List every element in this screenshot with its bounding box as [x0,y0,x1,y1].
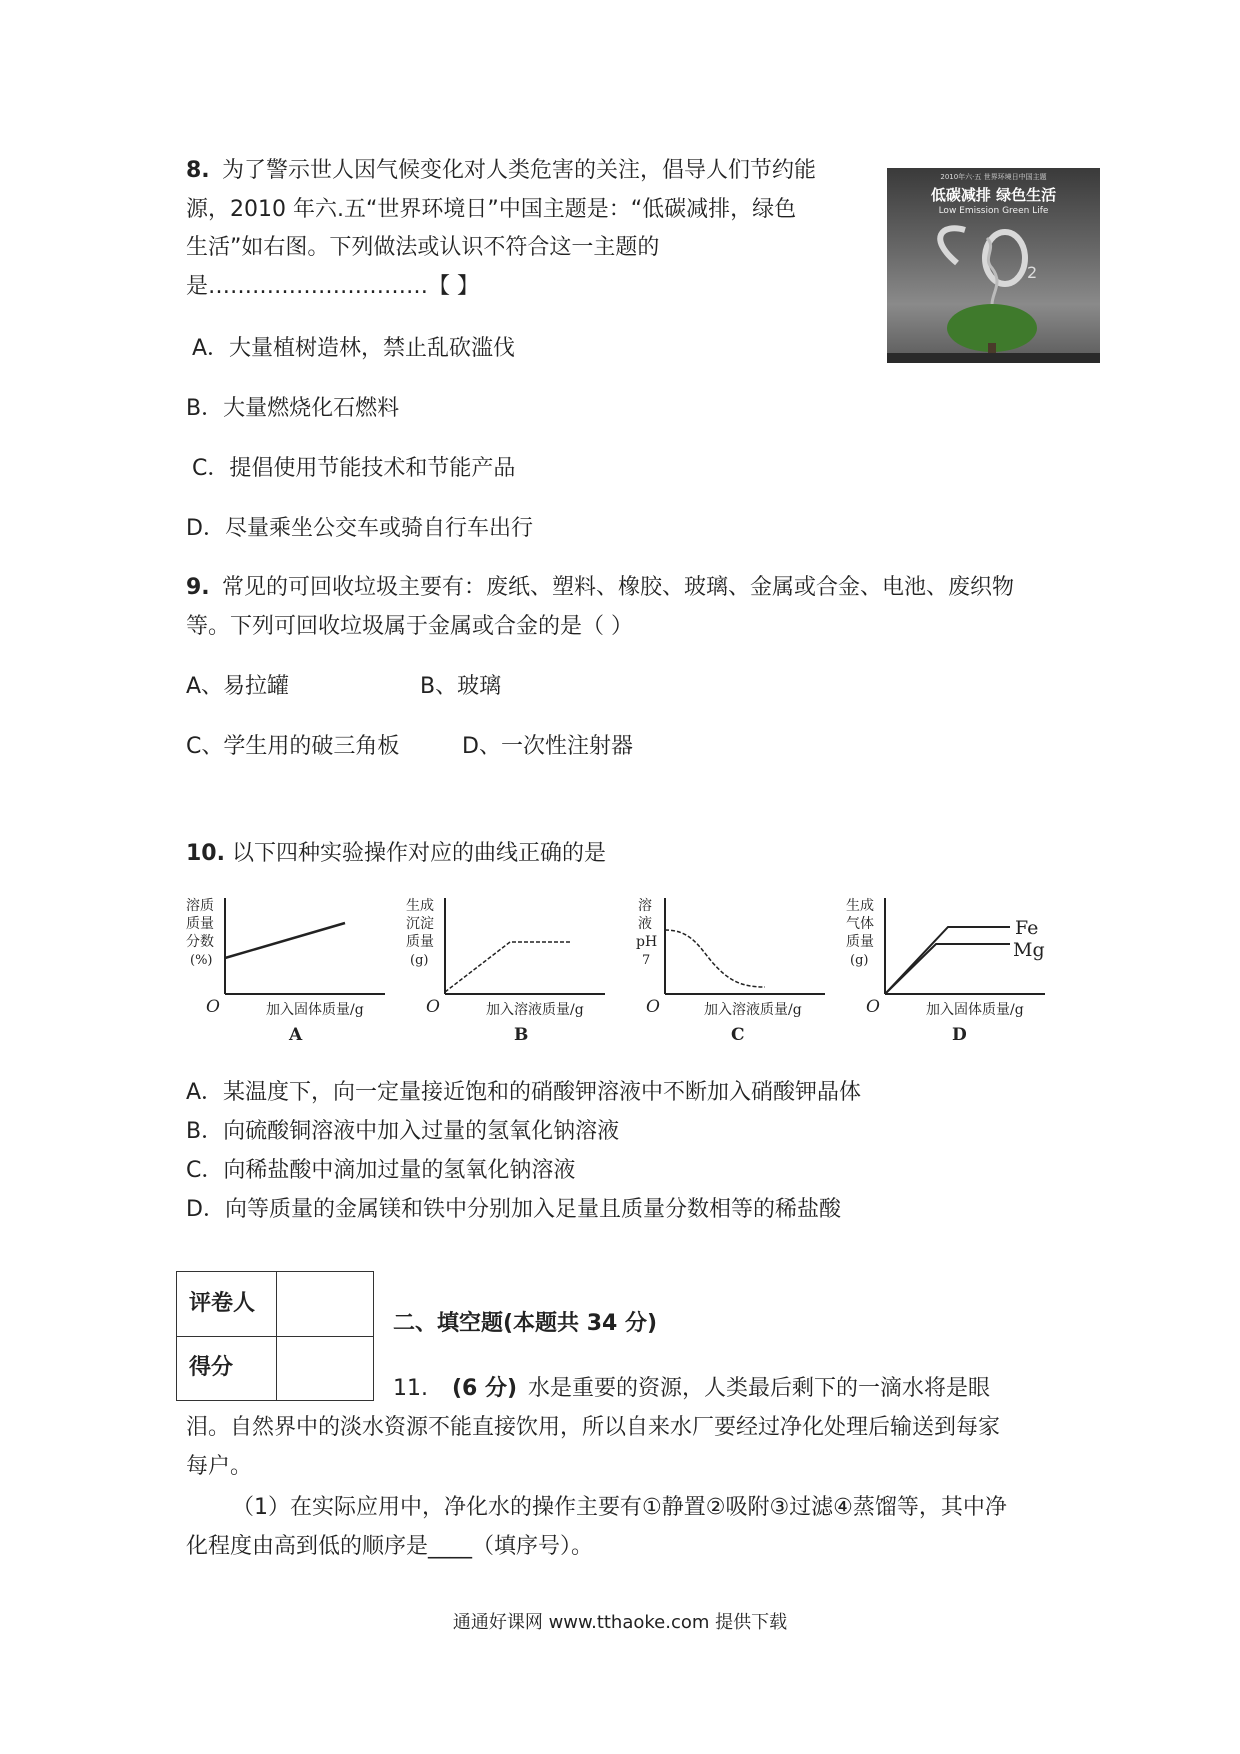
graph-d-ylabel-4: (g) [850,953,869,968]
q10-number: 10. [186,841,225,866]
graph-b-xlabel: 加入溶液质量/g [486,1002,584,1018]
graph-b-letter: B [514,1025,529,1045]
graph-d-ylabel-3: 质量 [846,934,874,950]
low-carbon-poster [887,168,1100,363]
graph-d-ylabel-1: 生成 [846,898,874,914]
graph-a-xlabel: 加入固体质量/g [266,1002,364,1018]
q10-option-b: B．向硫酸铜溶液中加入过量的氢氧化钠溶液 [186,1119,620,1144]
graph-d-curve-fe [885,927,1010,994]
graph-b-ylabel-2: 沉淀 [406,916,434,932]
graph-c-curve [665,930,765,987]
graph-a-ylabel-3: 分数 [186,934,214,950]
footer-download-note: 通通好课网 www.tthaoke.com 提供下载 [452,1612,788,1633]
graph-d-origin: O [866,997,880,1017]
q9-line-1: 常见的可回收垃圾主要有：废纸、塑料、橡胶、玻璃、金属或合金、电池、废织物 [222,575,1015,600]
graph-d-xlabel: 加入固体质量/g [926,1002,1024,1018]
graph-a-curve [225,923,345,958]
graph-d-series-fe: Fe [1015,917,1039,939]
q11-line-3: 每户。 [186,1454,253,1479]
graph-a-letter: A [289,1025,303,1045]
grader-label: 评卷人 [189,1291,256,1316]
graph-b-origin: O [426,997,440,1017]
graph-a-ylabel-2: 质量 [186,916,214,932]
q8-line-3: 生活”如右图。下列做法或认识不符合这一主题的 [186,235,660,260]
q10-stem: 以下四种实验操作对应的曲线正确的是 [232,841,607,866]
q10-option-d: D．向等质量的金属镁和铁中分别加入足量且质量分数相等的稀盐酸 [186,1197,841,1222]
section-2-title: 二、填空题(本题共 34 分) [393,1311,658,1336]
q8-line-4: 是…………………………【 】 [186,274,479,299]
q8-line-2: 源，2010 年六.五“世界环境日”中国主题是：“低碳减排，绿色 [186,197,797,222]
q9-line-2: 等。下列可回收垃圾属于金属或合金的是（ ） [186,614,633,639]
q9-option-a: A、易拉罐 [186,674,290,699]
graph-d-ylabel-2: 气体 [846,916,874,932]
graph-b-ylabel-1: 生成 [406,898,434,914]
q9-number: 9. [186,575,210,600]
graph-c-ylabel-3: pH [636,934,658,950]
graph-c-xlabel: 加入溶液质量/g [704,1002,802,1018]
graph-a-ylabel-1: 溶质 [186,898,214,914]
graph-a-origin: O [206,997,220,1017]
q9-option-b: B、玻璃 [420,674,502,699]
graph-a-ylabel-4: (%) [190,953,213,968]
graph-c-ylabel-1: 溶 [638,898,652,914]
q11-line-2: 泪。自然界中的淡水资源不能直接饮用，所以自来水厂要经过净化处理后输送到每家 [186,1415,1001,1440]
graph-b [400,890,625,1050]
q10-option-c: C．向稀盐酸中滴加过量的氢氧化钠溶液 [186,1158,576,1183]
graph-d-letter: D [952,1025,967,1045]
poster-top-text: 2010年六·五 世界环境日中国主题 [940,173,1047,181]
svg-text:2: 2 [1027,263,1038,282]
q9-option-c: C、学生用的破三角板 [186,734,400,759]
score-box [176,1271,374,1401]
score-label: 得分 [189,1355,234,1380]
graph-d-series-mg: Mg [1013,939,1045,961]
graph-b-ylabel-3: 质量 [406,934,434,950]
q11-points: (6 分) [452,1376,518,1401]
q8-option-d: D．尽量乘坐公交车或骑自行车出行 [186,516,533,541]
graph-c [620,890,845,1050]
q11-sub1-line-1: （1）在实际应用中，净化水的操作主要有①静置②吸附③过滤④蒸馏等，其中净 [232,1495,1007,1520]
graph-a [180,890,405,1050]
q11-sub1-line-2: 化程度由高到低的顺序是____（填序号）。 [186,1534,594,1559]
poster-title: 低碳减排 绿色生活 [930,186,1057,204]
q8-line-1: 为了警示世人因气候变化对人类危害的关注，倡导人们节约能 [222,158,817,183]
graph-b-curve [445,942,570,992]
q11-line-1: 水是重要的资源，人类最后剩下的一滴水将是眼 [528,1376,991,1401]
graph-c-ylabel-4: 7 [642,953,651,968]
q11-number: 11. [393,1376,428,1401]
graph-c-origin: O [646,997,660,1017]
q8-option-a: A．大量植树造林，禁止乱砍滥伐 [192,336,516,361]
graph-c-letter: C [731,1025,745,1045]
q8-option-c: C．提倡使用节能技术和节能产品 [192,456,516,481]
graph-d-curve-mg [885,944,1010,994]
graph-b-ylabel-4: (g) [410,953,429,968]
co2-smoke-illustration [887,168,1100,363]
graph-c-ylabel-2: 液 [638,916,652,932]
q8-number: 8. [186,158,210,183]
q10-option-a: A．某温度下，向一定量接近饱和的硝酸钾溶液中不断加入硝酸钾晶体 [186,1080,862,1105]
q8-option-b: B．大量燃烧化石燃料 [186,396,400,421]
graph-d [840,890,1065,1050]
q9-option-d: D、一次性注射器 [462,734,633,759]
poster-subtitle: Low Emission Green Life [938,206,1049,216]
